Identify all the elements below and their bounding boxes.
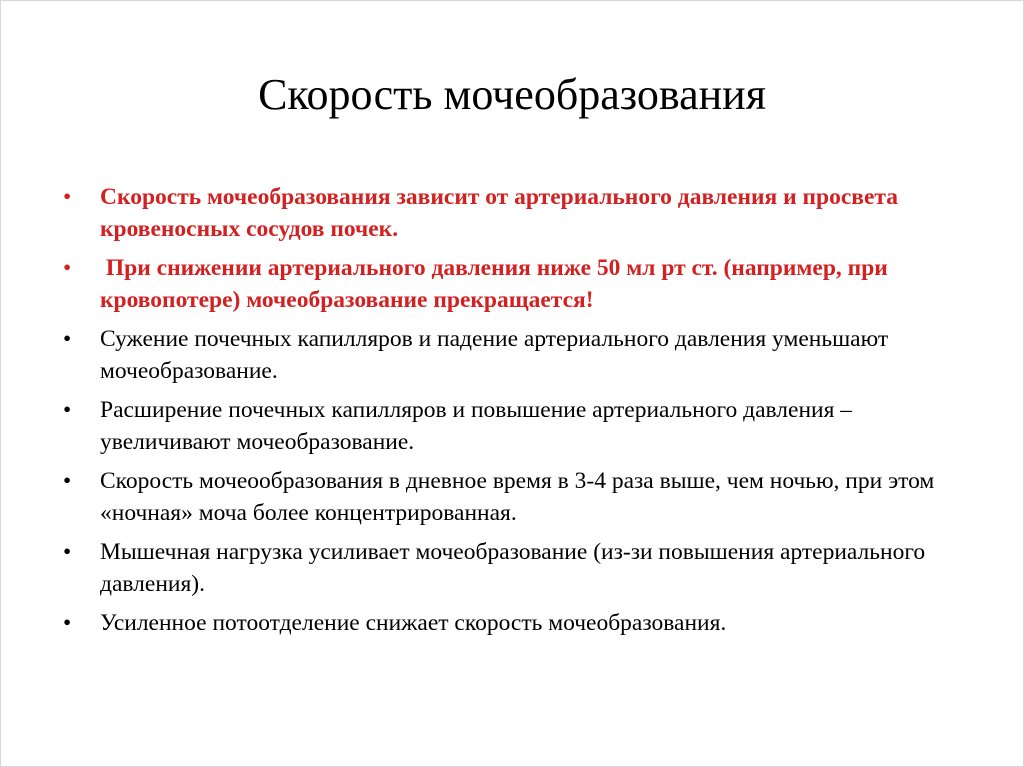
bullet-text: Скорость мочеобразования зависит от артериального давления и просвета кровеносных сосудов почек.	[100, 184, 899, 242]
bullet-item-capillary-narrowing	[63, 323, 963, 387]
bullet-icon: •	[63, 184, 72, 210]
slide-title: Скорость мочеобразования	[258, 70, 766, 119]
bullet-item-muscle-load	[63, 536, 963, 600]
bullet-text: Расширение почечных капилляров и повышение артериального давления – увеличивают мочеобразование.	[100, 397, 853, 455]
bullet-icon: •	[63, 468, 72, 494]
bullet-icon: •	[63, 397, 72, 423]
bullet-text: Скорость мочеообразования в дневное время в 3-4 раза выше, чем ночью, при этом «ночная» моча более концентрированная.	[100, 468, 935, 526]
bullet-list	[63, 181, 963, 646]
bullet-text: Усиленное потоотделение снижает скорость мочеобразования.	[100, 610, 727, 636]
bullet-item-sweating	[63, 607, 963, 639]
bullet-item-pressure-dependence	[63, 181, 963, 245]
bullet-text: При снижении артериального давления ниже 50 мл рт ст. (например, при кровопотере) мочеобразование прекращается!	[100, 255, 894, 313]
bullet-icon: •	[63, 326, 72, 352]
bullet-item-pressure-threshold	[63, 252, 963, 316]
bullet-icon: •	[63, 610, 72, 636]
bullet-icon: •	[63, 539, 72, 565]
bullet-icon: •	[63, 255, 72, 281]
bullet-item-capillary-widening	[63, 394, 963, 458]
bullet-text: Мышечная нагрузка усиливает мочеобразование (из-зи повышения артериального давления).	[100, 539, 926, 597]
bullet-item-day-night	[63, 465, 963, 529]
bullet-text: Сужение почечных капилляров и падение артериального давления уменьшают мочеобразование.	[100, 326, 889, 384]
